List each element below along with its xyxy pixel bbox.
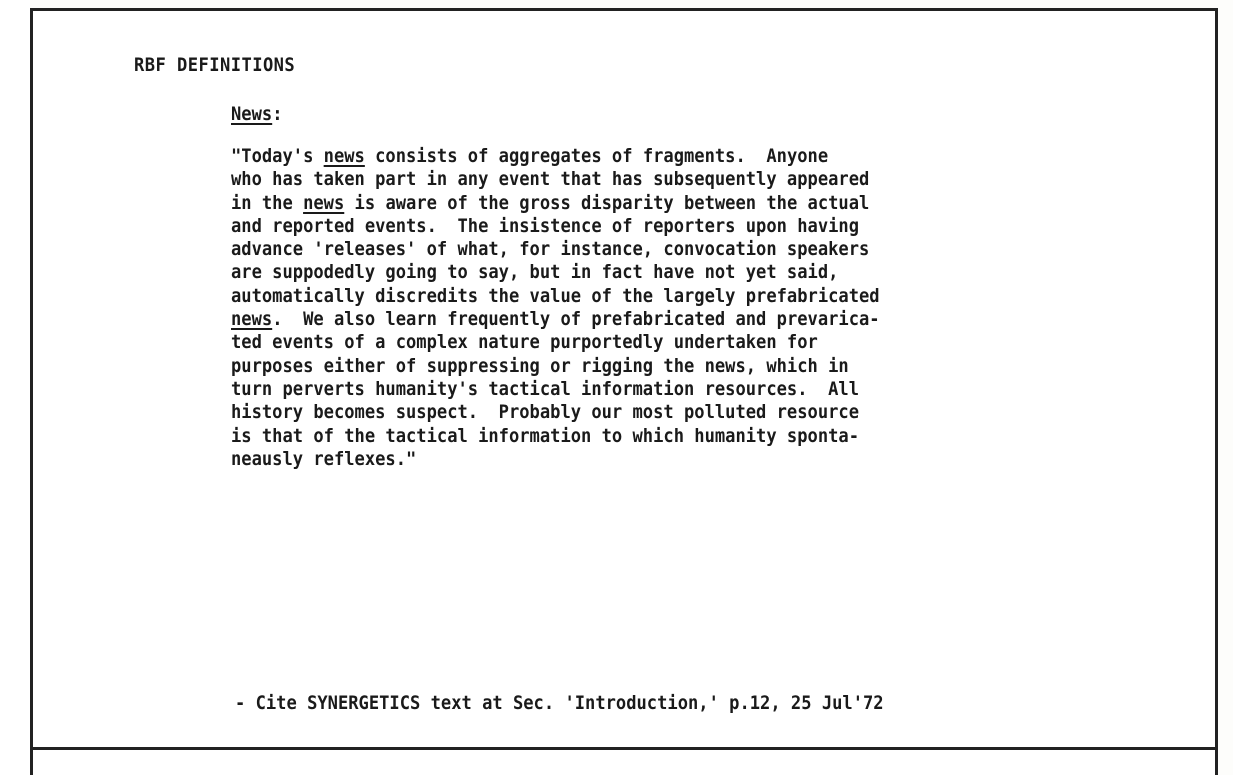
quote-line <box>231 331 880 354</box>
quote-line <box>231 285 880 308</box>
quote-text: . We also learn frequently of prefabricated and prevarica- <box>272 308 880 331</box>
quote-text: who has taken part in any event that has subsequently appeared <box>231 168 870 191</box>
quote-text: automatically discredits the value of the largely prefabricated <box>231 284 880 307</box>
card-heading: RBF DEFINITIONS <box>134 54 296 76</box>
quote-line <box>231 448 880 471</box>
citation-line: - Cite SYNERGETICS text at Sec. 'Introduction,' p.12, 25 Jul'72 <box>235 692 884 714</box>
quote-text: are suppodedly going to say, but in fact have not yet said, <box>231 261 839 284</box>
quote-line <box>231 168 880 191</box>
underlined-word: news <box>231 308 273 331</box>
quote-line <box>231 308 880 331</box>
quote-line <box>231 378 880 401</box>
quote-line <box>231 425 880 448</box>
quote-line <box>231 401 880 424</box>
underlined-word: news <box>303 191 345 214</box>
term-label: News <box>231 103 273 125</box>
definition-quote <box>231 145 880 471</box>
quote-text: is that of the tactical information to which humanity sponta- <box>231 424 860 447</box>
quote-text: in the <box>231 191 304 214</box>
next-card-edge <box>30 750 1218 775</box>
quote-text: "Today's <box>231 145 324 167</box>
definition-term <box>231 103 282 125</box>
quote-text: consists of aggregates of fragments. Anyone <box>364 145 829 167</box>
page-margin <box>0 0 30 775</box>
quote-text: neausly reflexes." <box>231 447 417 470</box>
quote-text: purposes either of suppressing or rigging the news, which in <box>231 354 849 377</box>
quote-line <box>231 192 880 215</box>
quote-text: is aware of the gross disparity between the actual <box>344 191 870 214</box>
quote-line <box>231 145 880 168</box>
quote-line <box>231 215 880 238</box>
quote-line <box>231 261 880 284</box>
term-colon: : <box>272 103 283 125</box>
quote-text: ted events of a complex nature purportedly undertaken for <box>231 331 818 354</box>
quote-line <box>231 238 880 261</box>
quote-line <box>231 355 880 378</box>
quote-text: and reported events. The insistence of reporters upon having <box>231 214 860 237</box>
quote-text: advance 'releases' of what, for instance, convocation speakers <box>231 238 870 261</box>
quote-text: history becomes suspect. Probably our most polluted resource <box>231 401 860 424</box>
underlined-word: news <box>323 145 365 167</box>
quote-text: turn perverts humanity's tactical information resources. All <box>231 377 860 400</box>
